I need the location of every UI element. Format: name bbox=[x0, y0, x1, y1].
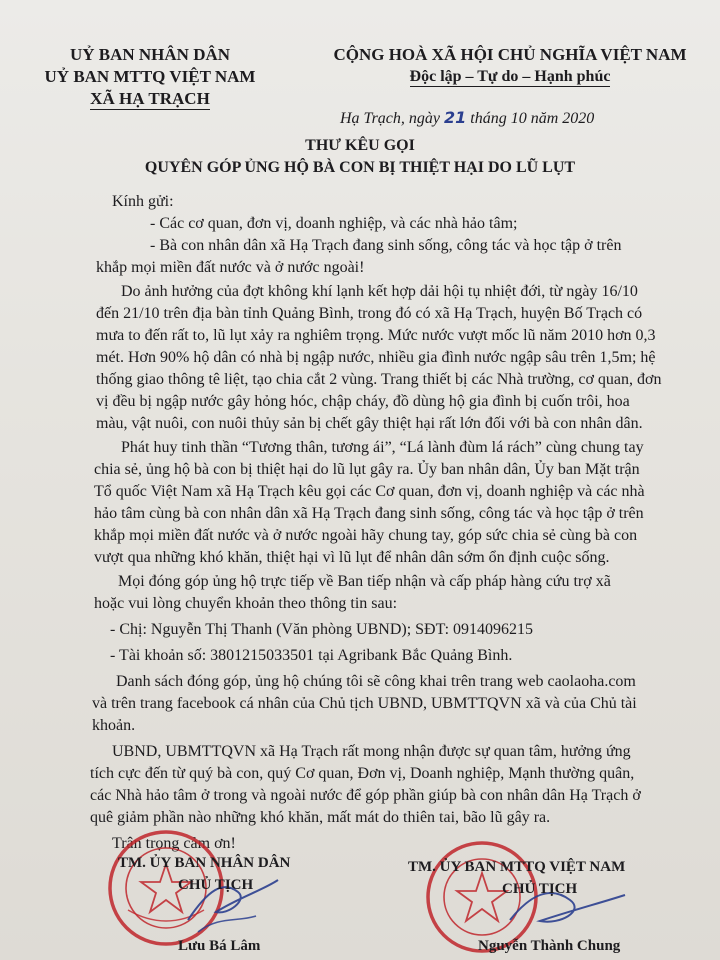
greeting: Kính gửi: bbox=[112, 193, 174, 210]
left-signatory-title: CHỦ TỊCH bbox=[178, 877, 254, 893]
letter-date: Hạ Trạch, ngày 21 tháng 10 năm 2020 bbox=[340, 108, 595, 127]
para3-line: hoặc vui lòng chuyển khoản theo thông tin sau: bbox=[94, 595, 398, 612]
para1-line: thống giao thông tê liệt, tạo chia cắt 2 vùng. Trang thiết bị các Nhà trường, cơ quan, đơn bbox=[96, 371, 662, 388]
para1-line: mưa to đến rất to, lũ lụt xảy ra nghiêm trọng. Mức nước vượt mốc lũ năm 2010 hơn 0,3 bbox=[96, 327, 656, 344]
issuer-line-3: XÃ HẠ TRẠCH bbox=[90, 89, 210, 108]
closing-line: các Nhà hảo tâm ở trong và ngoài nước để góp phần giúp bà con nhân dân Hạ Trạch ở bbox=[90, 787, 641, 804]
issuer-line-2: UỶ BAN MTTQ VIỆT NAM bbox=[44, 67, 256, 86]
publicity-line: Danh sách đóng góp, ủng hộ chúng tôi sẽ công khai trên trang web caolaoha.com bbox=[116, 673, 636, 690]
para1-line: màu, vật nuôi, con nuôi thủy sản bị chết gây thiệt hại rất lớn đối với bà con nhân dân. bbox=[96, 415, 643, 432]
closing-line: tích cực đến từ quý bà con, quý Cơ quan, Đơn vị, Doanh nghiệp, Mạnh thường quân, bbox=[90, 765, 635, 782]
right-signatory-org: TM. ỦY BAN MTTQ VIỆT NAM bbox=[408, 859, 626, 875]
para2-line: chia sẻ, ủng hộ bà con bị thiệt hại do lũ lụt gây ra. Ủy ban nhân dân, Ủy ban Mặt trận bbox=[94, 461, 640, 478]
left-signatory-org: TM. ỦY BAN NHÂN DÂN bbox=[118, 855, 291, 871]
recipient-2-cont: khắp mọi miền đất nước và ở nước ngoài! bbox=[96, 259, 365, 276]
para2-line: Tổ quốc Việt Nam xã Hạ Trạch kêu gọi các Cơ quan, đơn vị, doanh nghiệp và các nhà bbox=[94, 483, 645, 500]
para2-line: Phát huy tinh thần “Tương thân, tương ái”, “Lá lành đùm lá rách” cùng chung tay bbox=[121, 439, 644, 456]
closing-line: UBND, UBMTTQVN xã Hạ Trạch rất mong nhận được sự quan tâm, hưởng ứng bbox=[112, 743, 631, 760]
publicity-line: và trên trang facebook cá nhân của Chủ tịch UBND, UBMTTQVN xã và của Chủ tài bbox=[92, 695, 637, 712]
para2-line: vượt qua những khó khăn, thiệt hại vì lũ lụt để nhân dân sớm ổn định cuộc sống. bbox=[94, 549, 610, 566]
closing-line: quê giảm phần nào những khó khăn, mất mát do thiên tai, bão lũ gây ra. bbox=[90, 809, 551, 826]
para2-line: khắp mọi miền đất nước và ở nước ngoài hãy chung tay, góp sức chia sẻ cùng bà con bbox=[94, 527, 638, 544]
thanks: Trân trọng cảm ơn! bbox=[112, 835, 236, 852]
recipient-1: - Các cơ quan, đơn vị, doanh nghiệp, và các nhà hảo tâm; bbox=[150, 215, 518, 232]
national-motto: Độc lập – Tự do – Hạnh phúc bbox=[409, 68, 611, 85]
left-signatory-name: Lưu Bá Lâm bbox=[178, 938, 261, 954]
para1-line: vị đều bị ngập nước gây hỏng hóc, chập cháy, đồ dùng hộ gia đình bị cuốn trôi, hoa bbox=[96, 393, 630, 410]
publicity-line: khoản. bbox=[92, 717, 136, 734]
right-signatory-title: CHỦ TỊCH bbox=[502, 881, 578, 897]
letter-subtitle: QUYÊN GÓP ỦNG HỘ BÀ CON BỊ THIỆT HẠI DO LŨ LỤT bbox=[144, 159, 576, 176]
recipient-2: - Bà con nhân dân xã Hạ Trạch đang sinh sống, công tác và học tập ở trên bbox=[150, 237, 622, 254]
para1-line: mét. Hơn 90% hộ dân có nhà bị ngập nước, nhiều gia đình nước ngập sâu trên 1,5m; hệ bbox=[96, 349, 656, 366]
bank-account: - Tài khoản số: 3801215033501 tại Agribank Bắc Quảng Bình. bbox=[110, 647, 513, 664]
para2-line: hảo tâm cùng bà con nhân dân xã Hạ Trạch đang sinh sống, công tác và học tập ở trên bbox=[94, 505, 644, 522]
para3-line: Mọi đóng góp ủng hộ trực tiếp về Ban tiếp nhận và cấp pháp hàng cứu trợ xã bbox=[118, 573, 611, 590]
issuer-line-1: UỶ BAN NHÂN DÂN bbox=[69, 45, 231, 64]
letter-title: THƯ KÊU GỌI bbox=[305, 137, 415, 154]
contact-person: - Chị: Nguyễn Thị Thanh (Văn phòng UBND); SĐT: 0914096215 bbox=[110, 621, 534, 638]
national-title: CỘNG HOÀ XÃ HỘI CHỦ NGHĨA VIỆT NAM bbox=[333, 45, 687, 64]
right-signatory-name: Nguyễn Thành Chung bbox=[478, 938, 621, 954]
para1-line: đến 21/10 trên địa bàn tỉnh Quảng Bình, trong đó có xã Hạ Trạch, huyện Bố Trạch có bbox=[96, 305, 643, 322]
handwritten-day: 21 bbox=[444, 108, 467, 127]
para1-line: Do ảnh hưởng của đợt không khí lạnh kết hợp dải hội tụ nhiệt đới, từ ngày 16/10 bbox=[121, 283, 638, 300]
